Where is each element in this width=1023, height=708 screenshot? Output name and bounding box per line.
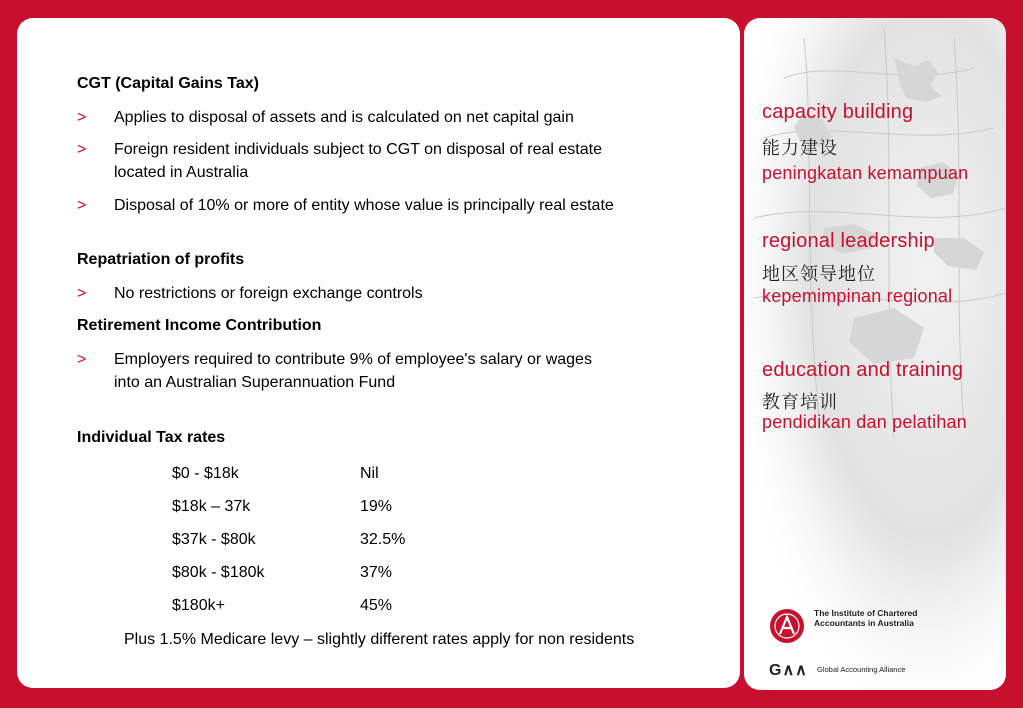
capacity-id: peningkatan kemampuan: [762, 163, 969, 183]
bullet-marker: >: [77, 351, 87, 368]
education-cn: 教育培训: [762, 392, 838, 413]
leadership-cn: 地区领导地位: [762, 264, 876, 285]
bullet-text: Foreign resident individuals subject to CGT on disposal of real estate located in Australia: [114, 141, 602, 181]
tax-band: $18k – 37k: [172, 498, 251, 515]
tax-rate: 19%: [360, 498, 393, 515]
cgt-heading: CGT (Capital Gains Tax): [77, 75, 259, 92]
bullet-marker: >: [77, 285, 87, 302]
bullet-marker: >: [77, 141, 87, 158]
tax-rate: 45%: [360, 597, 393, 614]
tax-band: $180k+: [172, 597, 225, 614]
institute-logo-icon: [769, 608, 805, 644]
gaa-text: Global Accounting Alliance: [817, 665, 906, 674]
tax-band: $80k - $180k: [172, 564, 265, 581]
bullet-text: Employers required to contribute 9% of employee's salary or wages into an Australian Superannuation Fund: [114, 351, 592, 391]
retirement-heading: Retirement Income Contribution: [77, 317, 322, 334]
institute-name: The Institute of Chartered Accountants in Australia: [814, 608, 918, 628]
side-panel: [744, 18, 1006, 690]
bullet-text: No restrictions or foreign exchange controls: [114, 285, 423, 302]
leadership-id: kepemimpinan regional: [762, 286, 953, 306]
tax-band: $0 - $18k: [172, 465, 239, 482]
tax-rate: 32.5%: [360, 531, 406, 548]
gaa-logo: G∧∧: [769, 662, 808, 679]
leadership-en: regional leadership: [762, 230, 935, 252]
education-id: pendidikan dan pelatihan: [762, 412, 967, 432]
capacity-cn: 能力建设: [762, 138, 838, 159]
main-panel: [17, 18, 740, 688]
education-en: education and training: [762, 359, 964, 381]
bullet-text: Applies to disposal of assets and is calculated on net capital gain: [114, 109, 574, 126]
bullet-text: Disposal of 10% or more of entity whose value is principally real estate: [114, 197, 614, 214]
tax-rate: Nil: [360, 465, 379, 482]
repatriation-heading: Repatriation of profits: [77, 251, 245, 268]
medicare-note: Plus 1.5% Medicare levy – slightly different rates apply for non residents: [124, 631, 635, 648]
bullet-marker: >: [77, 197, 87, 214]
tax-heading: Individual Tax rates: [77, 429, 226, 446]
tax-rate: 37%: [360, 564, 393, 581]
tax-band: $37k - $80k: [172, 531, 256, 548]
bullet-marker: >: [77, 109, 87, 126]
capacity-en: capacity building: [762, 101, 914, 123]
